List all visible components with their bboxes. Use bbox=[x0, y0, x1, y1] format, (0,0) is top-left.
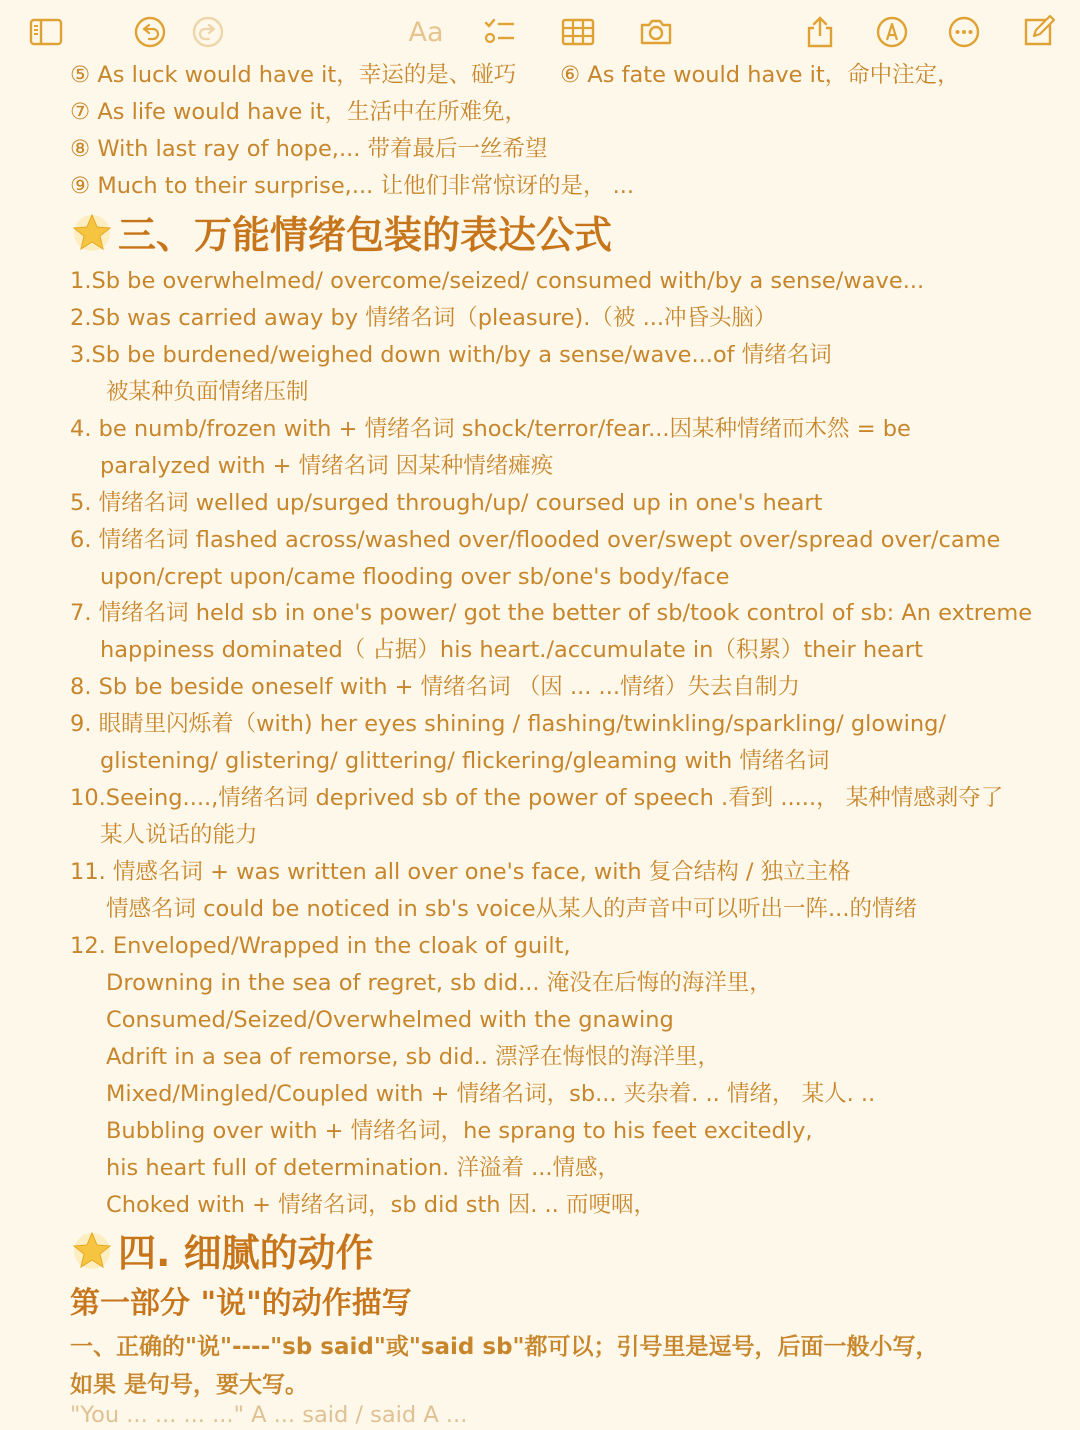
list-item: Adrift in a sea of remorse, sb did.. 漂浮在悔恨的海洋里， bbox=[106, 1044, 721, 1070]
list-item: glistening/ glistering/ glittering/ flickering/gleaming with 情绪名词 bbox=[100, 748, 830, 774]
glowing-star-icon bbox=[70, 1228, 114, 1272]
list-item: ⑦ As life would have it，生活中在所难免， bbox=[70, 99, 528, 125]
share-icon[interactable] bbox=[800, 12, 840, 52]
list-item: 情感名词 could be noticed in sb's voice从某人的声音中可以听出一阵...的情绪 bbox=[106, 896, 917, 922]
list-item: 8. Sb be beside oneself with + 情绪名词 （因 ... ...情绪）失去自制力 bbox=[70, 674, 801, 700]
list-item: ⑥ As fate would have it，命中注定， bbox=[560, 62, 960, 88]
cut-off-line: "You ... ... ... ..." A ... said / said A ... bbox=[70, 1402, 468, 1428]
text-format-label: Aa bbox=[408, 16, 444, 48]
list-item: Choked with + 情绪名词，sb did sth 因. .. 而哽咽， bbox=[106, 1192, 656, 1218]
list-item: 12. Enveloped/Wrapped in the cloak of guilt, bbox=[70, 933, 571, 959]
list-item: 5. 情绪名词 welled up/surged through/up/ coursed up in one's heart bbox=[70, 490, 823, 516]
notes-toolbar bbox=[0, 0, 1080, 62]
subsection-title: 第一部分 "说"的动作描写 bbox=[70, 1286, 412, 1321]
table-icon[interactable] bbox=[558, 12, 598, 52]
section-title: 三、万能情绪包装的表达公式 bbox=[118, 213, 613, 257]
list-item: 6. 情绪名词 flashed across/washed over/flooded over/swept over/spread over/came bbox=[70, 527, 1001, 553]
list-item: Mixed/Mingled/Coupled with + 情绪名词，sb... 夹杂着. .. 情绪， 某人. .. bbox=[106, 1081, 876, 1107]
list-item: ⑤ As luck would have it，幸运的是、碰巧 bbox=[70, 62, 517, 88]
checklist-icon[interactable] bbox=[480, 12, 520, 52]
list-item: 1.Sb be overwhelmed/ overcome/seized/ consumed with/by a sense/wave... bbox=[70, 268, 925, 294]
list-item: Bubbling over with + 情绪名词，he sprang to his feet excitedly, bbox=[106, 1118, 813, 1144]
list-item: his heart full of determination. 洋溢着 ...情感， bbox=[106, 1155, 621, 1181]
list-item: 3.Sb be burdened/weighed down with/by a sense/wave...of 情绪名词 bbox=[70, 342, 832, 368]
list-item: Drowning in the sea of regret, sb did... 淹没在后悔的海洋里， bbox=[106, 970, 772, 996]
list-item: 4. be numb/frozen with + 情绪名词 shock/terror/fear...因某种情绪而木然 = be bbox=[70, 416, 911, 442]
list-item: 7. 情绪名词 held sb in one's power/ got the better of sb/took control of sb: An extreme bbox=[70, 600, 1033, 626]
section-heading bbox=[70, 1222, 374, 1277]
list-item: upon/crept upon/came flooding over sb/one's body/face bbox=[100, 564, 730, 590]
list-item: 2.Sb was carried away by 情绪名词（pleasure).（被 ...冲昏头脑） bbox=[70, 305, 777, 331]
section-title: 四. 细腻的动作 bbox=[118, 1231, 374, 1275]
markup-pen-icon[interactable] bbox=[872, 12, 912, 52]
redo-icon[interactable] bbox=[188, 12, 228, 52]
camera-icon[interactable] bbox=[636, 12, 676, 52]
undo-icon[interactable] bbox=[130, 12, 170, 52]
text-format-button[interactable] bbox=[404, 12, 448, 52]
list-item: ⑧ With last ray of hope,... 带着最后一丝希望 bbox=[70, 136, 548, 162]
glowing-star-icon bbox=[70, 210, 114, 254]
list-item: paralyzed with + 情绪名词 因某种情绪瘫痪 bbox=[100, 453, 554, 479]
paragraph-line: 如果 是句号，要大写。 bbox=[70, 1372, 309, 1398]
list-item: 11. 情感名词 + was written all over one's face, with 复合结构 / 独立主格 bbox=[70, 859, 851, 885]
list-item: Consumed/Seized/Overwhelmed with the gnawing bbox=[106, 1007, 674, 1033]
paragraph-line: 一、正确的"说"----"sb said"或"said sb"都可以；引号里是逗号，后面一般小写， bbox=[70, 1334, 939, 1360]
sidebar-toggle-icon[interactable] bbox=[26, 12, 66, 52]
list-item: 某人说话的能力 bbox=[100, 822, 258, 848]
list-item: ⑨ Much to their surprise,... 让他们非常惊讶的是， ... bbox=[70, 173, 635, 199]
more-options-icon[interactable] bbox=[944, 12, 984, 52]
list-item: 被某种负面情绪压制 bbox=[106, 379, 309, 405]
list-item: 9. 眼睛里闪烁着（with) her eyes shining / flashing/twinkling/sparkling/ glowing/ bbox=[70, 711, 946, 737]
list-item: 10.Seeing....,情绪名词 deprived sb of the power of speech .看到 .....， 某种情感剥夺了 bbox=[70, 785, 1004, 811]
section-heading bbox=[70, 204, 612, 259]
compose-icon[interactable] bbox=[1018, 12, 1058, 52]
list-item: happiness dominated（ 占据）his heart./accumulate in（积累）their heart bbox=[100, 637, 923, 663]
